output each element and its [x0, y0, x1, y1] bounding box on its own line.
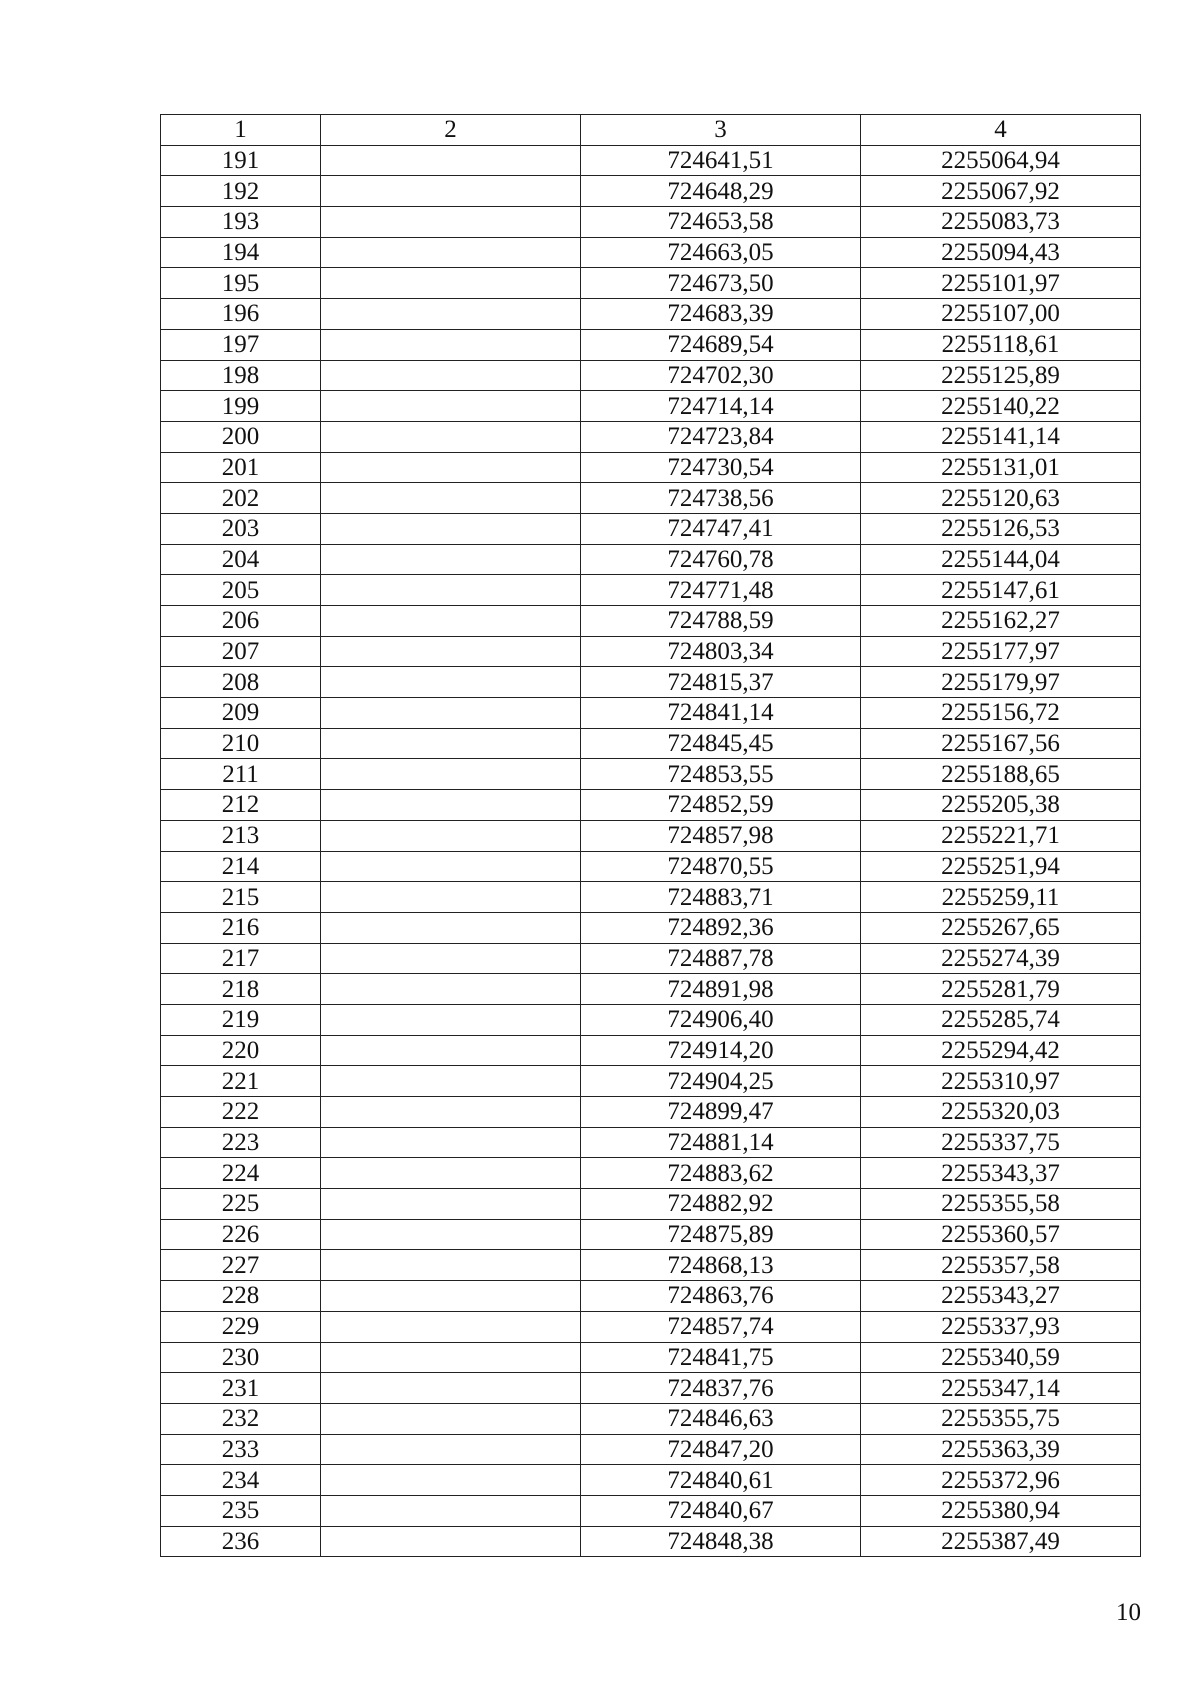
x-coordinate-cell: 724653,58	[581, 207, 861, 238]
point-number-cell: 219	[161, 1004, 321, 1035]
y-coordinate-cell: 2255188,65	[861, 759, 1141, 790]
empty-cell	[321, 882, 581, 913]
point-number-cell: 222	[161, 1097, 321, 1128]
point-number-cell: 199	[161, 391, 321, 422]
x-coordinate-cell: 724840,61	[581, 1465, 861, 1496]
table-row	[161, 1035, 1141, 1066]
y-coordinate-cell: 2255340,59	[861, 1342, 1141, 1373]
table-row	[161, 698, 1141, 729]
empty-cell	[321, 513, 581, 544]
y-coordinate-cell: 2255387,49	[861, 1526, 1141, 1557]
point-number-cell: 233	[161, 1434, 321, 1465]
empty-cell	[321, 391, 581, 422]
point-number-cell: 236	[161, 1526, 321, 1557]
x-coordinate-cell: 724815,37	[581, 667, 861, 698]
x-coordinate-cell: 724899,47	[581, 1097, 861, 1128]
table-row	[161, 1342, 1141, 1373]
table-row	[161, 606, 1141, 637]
y-coordinate-cell: 2255357,58	[861, 1250, 1141, 1281]
table-row	[161, 882, 1141, 913]
table-row	[161, 728, 1141, 759]
table-row	[161, 1127, 1141, 1158]
empty-cell	[321, 912, 581, 943]
empty-cell	[321, 360, 581, 391]
point-number-cell: 232	[161, 1403, 321, 1434]
x-coordinate-cell: 724882,92	[581, 1189, 861, 1220]
point-number-cell: 220	[161, 1035, 321, 1066]
x-coordinate-cell: 724852,59	[581, 790, 861, 821]
y-coordinate-cell: 2255355,58	[861, 1189, 1141, 1220]
point-number-cell: 231	[161, 1373, 321, 1404]
table-row	[161, 329, 1141, 360]
empty-cell	[321, 1342, 581, 1373]
y-coordinate-cell: 2255360,57	[861, 1219, 1141, 1250]
table-row	[161, 943, 1141, 974]
y-coordinate-cell: 2255144,04	[861, 544, 1141, 575]
y-coordinate-cell: 2255094,43	[861, 237, 1141, 268]
x-coordinate-cell: 724883,71	[581, 882, 861, 913]
empty-cell	[321, 544, 581, 575]
y-coordinate-cell: 2255205,38	[861, 790, 1141, 821]
table-row	[161, 1434, 1141, 1465]
point-number-cell: 202	[161, 483, 321, 514]
table-row	[161, 452, 1141, 483]
y-coordinate-cell: 2255274,39	[861, 943, 1141, 974]
y-coordinate-cell: 2255064,94	[861, 145, 1141, 176]
table-row	[161, 1004, 1141, 1035]
table-row	[161, 636, 1141, 667]
y-coordinate-cell: 2255083,73	[861, 207, 1141, 238]
table-row	[161, 759, 1141, 790]
y-coordinate-cell: 2255141,14	[861, 421, 1141, 452]
header-cell-3: 3	[581, 115, 861, 146]
table-row	[161, 391, 1141, 422]
point-number-cell: 197	[161, 329, 321, 360]
x-coordinate-cell: 724641,51	[581, 145, 861, 176]
point-number-cell: 196	[161, 299, 321, 330]
table-row	[161, 974, 1141, 1005]
table-row	[161, 176, 1141, 207]
empty-cell	[321, 329, 581, 360]
y-coordinate-cell: 2255126,53	[861, 513, 1141, 544]
table-row	[161, 790, 1141, 821]
x-coordinate-cell: 724914,20	[581, 1035, 861, 1066]
x-coordinate-cell: 724853,55	[581, 759, 861, 790]
table-row	[161, 851, 1141, 882]
y-coordinate-cell: 2255179,97	[861, 667, 1141, 698]
table-row	[161, 145, 1141, 176]
empty-cell	[321, 1403, 581, 1434]
empty-cell	[321, 790, 581, 821]
y-coordinate-cell: 2255285,74	[861, 1004, 1141, 1035]
coordinates-table	[160, 114, 1141, 1557]
x-coordinate-cell: 724906,40	[581, 1004, 861, 1035]
x-coordinate-cell: 724848,38	[581, 1526, 861, 1557]
point-number-cell: 204	[161, 544, 321, 575]
point-number-cell: 215	[161, 882, 321, 913]
y-coordinate-cell: 2255281,79	[861, 974, 1141, 1005]
table-row	[161, 544, 1141, 575]
x-coordinate-cell: 724846,63	[581, 1403, 861, 1434]
empty-cell	[321, 820, 581, 851]
y-coordinate-cell: 2255320,03	[861, 1097, 1141, 1128]
table-row	[161, 268, 1141, 299]
y-coordinate-cell: 2255267,65	[861, 912, 1141, 943]
y-coordinate-cell: 2255251,94	[861, 851, 1141, 882]
y-coordinate-cell: 2255167,56	[861, 728, 1141, 759]
table-body	[161, 145, 1141, 1557]
point-number-cell: 224	[161, 1158, 321, 1189]
x-coordinate-cell: 724689,54	[581, 329, 861, 360]
x-coordinate-cell: 724730,54	[581, 452, 861, 483]
point-number-cell: 234	[161, 1465, 321, 1496]
point-number-cell: 213	[161, 820, 321, 851]
x-coordinate-cell: 724863,76	[581, 1281, 861, 1312]
x-coordinate-cell: 724803,34	[581, 636, 861, 667]
x-coordinate-cell: 724892,36	[581, 912, 861, 943]
x-coordinate-cell: 724837,76	[581, 1373, 861, 1404]
x-coordinate-cell: 724747,41	[581, 513, 861, 544]
x-coordinate-cell: 724891,98	[581, 974, 861, 1005]
x-coordinate-cell: 724904,25	[581, 1066, 861, 1097]
y-coordinate-cell: 2255355,75	[861, 1403, 1141, 1434]
point-number-cell: 191	[161, 145, 321, 176]
empty-cell	[321, 1495, 581, 1526]
y-coordinate-cell: 2255372,96	[861, 1465, 1141, 1496]
x-coordinate-cell: 724760,78	[581, 544, 861, 575]
x-coordinate-cell: 724857,98	[581, 820, 861, 851]
empty-cell	[321, 145, 581, 176]
empty-cell	[321, 237, 581, 268]
y-coordinate-cell: 2255147,61	[861, 575, 1141, 606]
empty-cell	[321, 1127, 581, 1158]
y-coordinate-cell: 2255118,61	[861, 329, 1141, 360]
table-row	[161, 1158, 1141, 1189]
x-coordinate-cell: 724788,59	[581, 606, 861, 637]
x-coordinate-cell: 724868,13	[581, 1250, 861, 1281]
x-coordinate-cell: 724714,14	[581, 391, 861, 422]
empty-cell	[321, 698, 581, 729]
table-row	[161, 1097, 1141, 1128]
y-coordinate-cell: 2255347,14	[861, 1373, 1141, 1404]
point-number-cell: 235	[161, 1495, 321, 1526]
x-coordinate-cell: 724857,74	[581, 1311, 861, 1342]
table-row	[161, 207, 1141, 238]
empty-cell	[321, 207, 581, 238]
point-number-cell: 192	[161, 176, 321, 207]
x-coordinate-cell: 724845,45	[581, 728, 861, 759]
x-coordinate-cell: 724738,56	[581, 483, 861, 514]
point-number-cell: 229	[161, 1311, 321, 1342]
point-number-cell: 221	[161, 1066, 321, 1097]
x-coordinate-cell: 724683,39	[581, 299, 861, 330]
page-number: 10	[1116, 1599, 1141, 1626]
table-row	[161, 1281, 1141, 1312]
y-coordinate-cell: 2255177,97	[861, 636, 1141, 667]
empty-cell	[321, 1066, 581, 1097]
y-coordinate-cell: 2255337,93	[861, 1311, 1141, 1342]
x-coordinate-cell: 724841,14	[581, 698, 861, 729]
empty-cell	[321, 851, 581, 882]
point-number-cell: 207	[161, 636, 321, 667]
empty-cell	[321, 1311, 581, 1342]
y-coordinate-cell: 2255294,42	[861, 1035, 1141, 1066]
point-number-cell: 223	[161, 1127, 321, 1158]
x-coordinate-cell: 724875,89	[581, 1219, 861, 1250]
empty-cell	[321, 299, 581, 330]
point-number-cell: 218	[161, 974, 321, 1005]
table-row	[161, 820, 1141, 851]
point-number-cell: 230	[161, 1342, 321, 1373]
y-coordinate-cell: 2255156,72	[861, 698, 1141, 729]
y-coordinate-cell: 2255131,01	[861, 452, 1141, 483]
header-cell-2: 2	[321, 115, 581, 146]
x-coordinate-cell: 724870,55	[581, 851, 861, 882]
empty-cell	[321, 1281, 581, 1312]
y-coordinate-cell: 2255107,00	[861, 299, 1141, 330]
table-row	[161, 912, 1141, 943]
y-coordinate-cell: 2255310,97	[861, 1066, 1141, 1097]
table-row	[161, 1311, 1141, 1342]
empty-cell	[321, 1219, 581, 1250]
table-row	[161, 483, 1141, 514]
y-coordinate-cell: 2255259,11	[861, 882, 1141, 913]
y-coordinate-cell: 2255343,27	[861, 1281, 1141, 1312]
header-cell-4: 4	[861, 115, 1141, 146]
empty-cell	[321, 1465, 581, 1496]
x-coordinate-cell: 724723,84	[581, 421, 861, 452]
table-row	[161, 1465, 1141, 1496]
table-header-row	[161, 115, 1141, 146]
table-row	[161, 360, 1141, 391]
empty-cell	[321, 1097, 581, 1128]
point-number-cell: 200	[161, 421, 321, 452]
table-row	[161, 1066, 1141, 1097]
empty-cell	[321, 974, 581, 1005]
empty-cell	[321, 452, 581, 483]
y-coordinate-cell: 2255343,37	[861, 1158, 1141, 1189]
point-number-cell: 205	[161, 575, 321, 606]
empty-cell	[321, 943, 581, 974]
x-coordinate-cell: 724673,50	[581, 268, 861, 299]
empty-cell	[321, 176, 581, 207]
x-coordinate-cell: 724883,62	[581, 1158, 861, 1189]
point-number-cell: 228	[161, 1281, 321, 1312]
table-row	[161, 1526, 1141, 1557]
x-coordinate-cell: 724648,29	[581, 176, 861, 207]
x-coordinate-cell: 724702,30	[581, 360, 861, 391]
empty-cell	[321, 421, 581, 452]
table-row	[161, 667, 1141, 698]
table-row	[161, 1373, 1141, 1404]
empty-cell	[321, 667, 581, 698]
table-row	[161, 1189, 1141, 1220]
table-row	[161, 237, 1141, 268]
point-number-cell: 195	[161, 268, 321, 299]
point-number-cell: 217	[161, 943, 321, 974]
y-coordinate-cell: 2255120,63	[861, 483, 1141, 514]
empty-cell	[321, 483, 581, 514]
point-number-cell: 206	[161, 606, 321, 637]
empty-cell	[321, 1158, 581, 1189]
point-number-cell: 226	[161, 1219, 321, 1250]
empty-cell	[321, 1250, 581, 1281]
empty-cell	[321, 728, 581, 759]
empty-cell	[321, 1189, 581, 1220]
y-coordinate-cell: 2255101,97	[861, 268, 1141, 299]
point-number-cell: 198	[161, 360, 321, 391]
table-row	[161, 299, 1141, 330]
empty-cell	[321, 636, 581, 667]
empty-cell	[321, 606, 581, 637]
point-number-cell: 216	[161, 912, 321, 943]
table-row	[161, 1403, 1141, 1434]
header-cell-1: 1	[161, 115, 321, 146]
x-coordinate-cell: 724881,14	[581, 1127, 861, 1158]
x-coordinate-cell: 724771,48	[581, 575, 861, 606]
x-coordinate-cell: 724663,05	[581, 237, 861, 268]
y-coordinate-cell: 2255337,75	[861, 1127, 1141, 1158]
point-number-cell: 211	[161, 759, 321, 790]
y-coordinate-cell: 2255380,94	[861, 1495, 1141, 1526]
point-number-cell: 209	[161, 698, 321, 729]
empty-cell	[321, 268, 581, 299]
x-coordinate-cell: 724847,20	[581, 1434, 861, 1465]
empty-cell	[321, 1035, 581, 1066]
y-coordinate-cell: 2255221,71	[861, 820, 1141, 851]
point-number-cell: 203	[161, 513, 321, 544]
x-coordinate-cell: 724841,75	[581, 1342, 861, 1373]
empty-cell	[321, 575, 581, 606]
table-row	[161, 1495, 1141, 1526]
point-number-cell: 225	[161, 1189, 321, 1220]
empty-cell	[321, 1526, 581, 1557]
table-row	[161, 513, 1141, 544]
y-coordinate-cell: 2255125,89	[861, 360, 1141, 391]
y-coordinate-cell: 2255162,27	[861, 606, 1141, 637]
y-coordinate-cell: 2255363,39	[861, 1434, 1141, 1465]
x-coordinate-cell: 724840,67	[581, 1495, 861, 1526]
point-number-cell: 193	[161, 207, 321, 238]
table-row	[161, 575, 1141, 606]
empty-cell	[321, 1373, 581, 1404]
y-coordinate-cell: 2255140,22	[861, 391, 1141, 422]
y-coordinate-cell: 2255067,92	[861, 176, 1141, 207]
table-row	[161, 1250, 1141, 1281]
empty-cell	[321, 1434, 581, 1465]
x-coordinate-cell: 724887,78	[581, 943, 861, 974]
point-number-cell: 201	[161, 452, 321, 483]
empty-cell	[321, 1004, 581, 1035]
point-number-cell: 214	[161, 851, 321, 882]
empty-cell	[321, 759, 581, 790]
point-number-cell: 212	[161, 790, 321, 821]
point-number-cell: 227	[161, 1250, 321, 1281]
point-number-cell: 210	[161, 728, 321, 759]
point-number-cell: 208	[161, 667, 321, 698]
table-row	[161, 1219, 1141, 1250]
table-row	[161, 421, 1141, 452]
point-number-cell: 194	[161, 237, 321, 268]
